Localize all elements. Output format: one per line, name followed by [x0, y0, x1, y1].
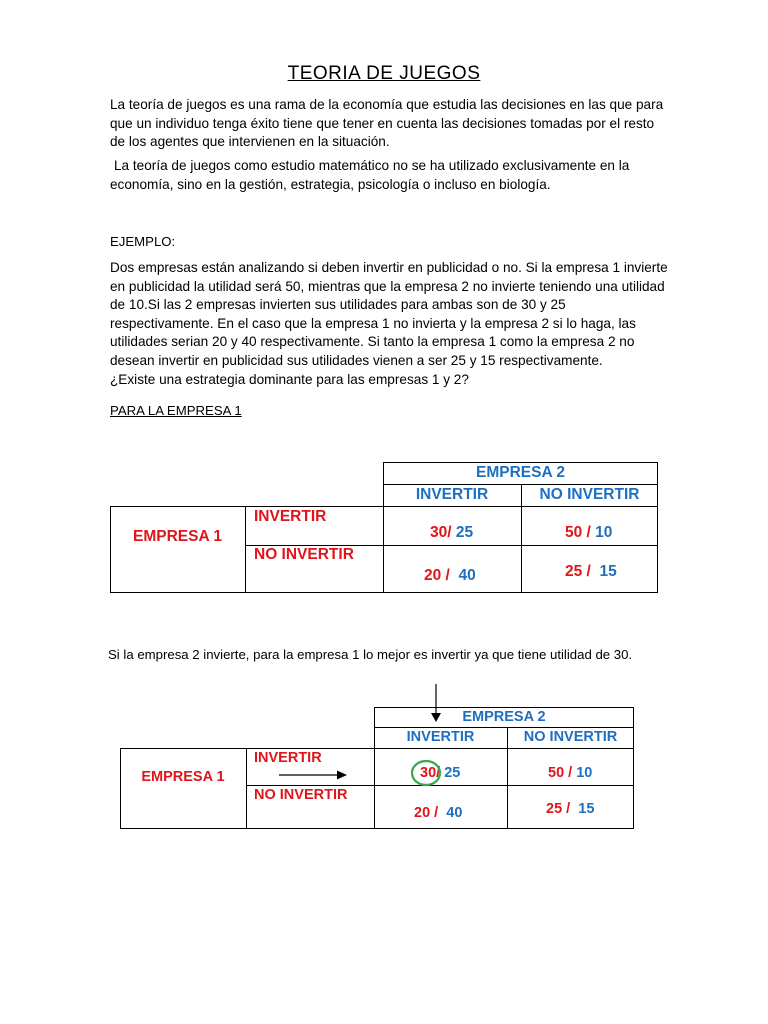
table2-row2: NO INVERTIR	[254, 787, 348, 803]
table1-r2c2: 25 / 15	[565, 563, 617, 580]
table2-col1: INVERTIR	[406, 729, 475, 745]
table2-col2: NO INVERTIR	[523, 729, 618, 745]
table2-row1: INVERTIR	[254, 750, 322, 766]
table1-row2: NO INVERTIR	[254, 546, 354, 563]
table2-r2c1: 20 / 40	[414, 805, 463, 821]
table1-col1: INVERTIR	[415, 486, 489, 503]
table2-r1c2: 50 / 10	[548, 765, 593, 781]
table2-r1c1: 30/ 25	[420, 765, 461, 781]
right-arrow-icon	[279, 769, 349, 781]
note-text: Si la empresa 2 invierte, para la empresa 1 lo mejor es invertir ya que tiene utilidad de 30.	[108, 647, 633, 662]
page-title: TEORIA DE JUEGOS	[287, 63, 481, 84]
example-label: EJEMPLO:	[110, 234, 176, 249]
intro-paragraph: La teoría de juegos es una rama de la economía que estudia las decisiones en las que para que un individuo tenga éxito tiene que tener en cuenta las decisiones tomadas por el resto de los agentes que intervienen en la situación.	[110, 97, 664, 149]
table1-col2: NO INVERTIR	[539, 486, 640, 503]
table2-col-group: EMPRESA 2	[462, 709, 546, 725]
table1-row-group: EMPRESA 1	[132, 528, 222, 545]
highlight-circle-icon	[409, 758, 443, 788]
question-text: ¿Existe una estrategia dominante para las empresas 1 y 2?	[110, 372, 469, 387]
section-heading: PARA LA EMPRESA 1	[110, 403, 242, 418]
table1-r1c1: 30/ 25	[430, 524, 474, 541]
table1-col-group: EMPRESA 2	[475, 464, 565, 481]
table1-row1: INVERTIR	[254, 508, 327, 525]
second-paragraph: La teoría de juegos como estudio matemático no se ha utilizado exclusivamente en la economía, sino en la gestión, estrategia, psicología o incluso en biología.	[110, 158, 630, 192]
table2-r2c2: 25 / 15	[546, 801, 595, 817]
table1-r2c1: 20 / 40	[424, 567, 476, 584]
example-paragraph: Dos empresas están analizando si deben invertir en publicidad o no. Si la empresa 1 invierte en publicidad la utilidad será 50, mientras que la empresa 2 no invierte teniendo una utilidad de 10.Si las 2 empresas invierten sus utilidades para ambas son de 30 y 25 respectivamente. En el caso que la empresa 1 no invierta y la empresa 2 si lo haga, las utilidades serian 20 y 40 respectivamente. Si tanto la empresa 1 como la empresa 2 no desean invertir en publicidad sus utilidades vienen a ser 25 y 15 respectivamente.	[110, 260, 668, 368]
table1-r1c2: 50 / 10	[565, 524, 613, 541]
table2-row-group: EMPRESA 1	[141, 769, 225, 785]
